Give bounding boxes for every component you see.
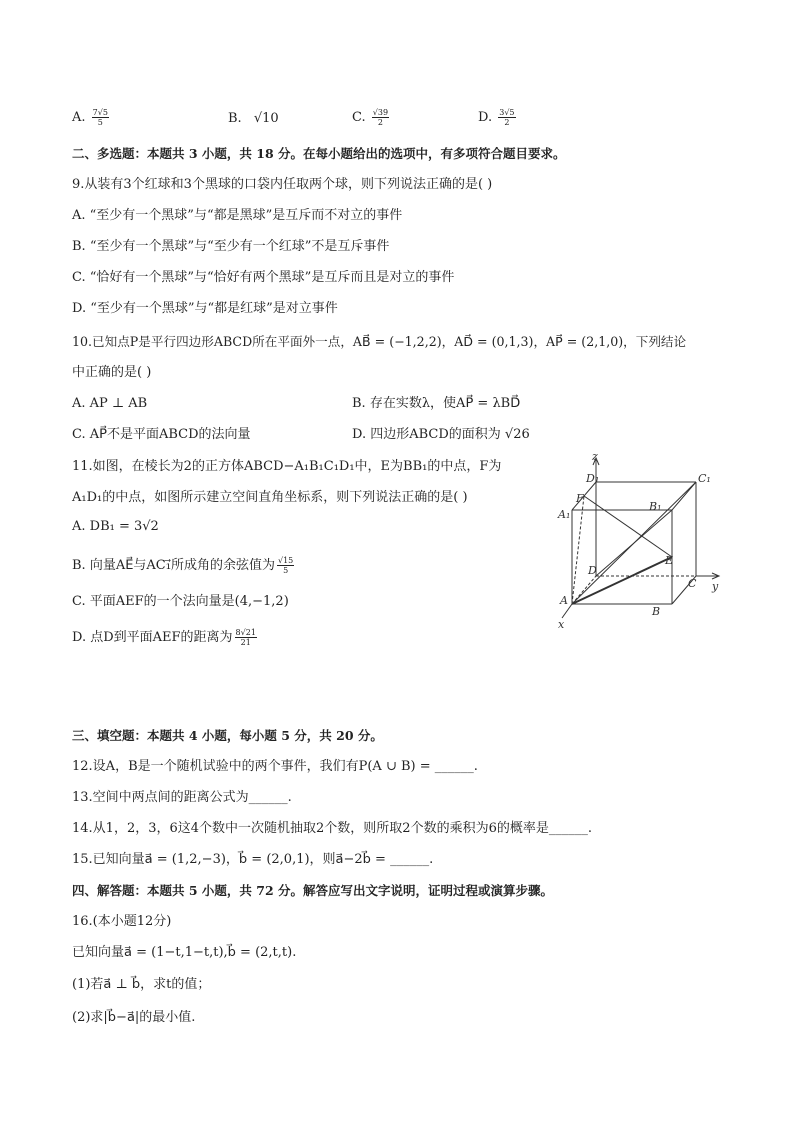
- section-3-header: 三、填空题：本题共 4 小题，每小题 5 分，共 20 分。: [72, 728, 383, 743]
- section-4-header: 四、解答题：本题共 5 小题，共 72 分。解答应写出文字说明，证明过程或演算步骤。: [72, 883, 554, 898]
- option-letter: C.: [352, 110, 366, 125]
- fraction: $\frac{8√21}{21}$: [235, 628, 256, 647]
- q11-stem-line2: A₁D₁的中点，如图所示建立空间直角坐标系，则下列说法正确的是( ): [72, 490, 468, 505]
- label-c: C: [688, 577, 697, 590]
- option-text: D. 点D到平面AEF的距离为: [72, 630, 233, 645]
- q9-option-b: B. “至少有一个黑球”与“至少有一个红球”不是互斥事件: [72, 239, 390, 254]
- q10-stem-line1: 10.已知点P是平行四边形ABCD所在平面外一点，AB⃗ = (−1,2,2)，AD⃗ = (0,1,3)，AP⃗ = (2,1,0)，下列结论: [72, 334, 687, 349]
- q9-option-c: C. “恰好有一个黑球”与“恰好有两个黑球”是互斥而且是对立的事件: [72, 270, 455, 285]
- label-a: A: [560, 594, 568, 607]
- label-c1: C₁: [698, 472, 711, 485]
- q11-option-d: [72, 628, 257, 647]
- fraction: $\frac{√15}{5}$: [277, 556, 294, 575]
- option-letter: D.: [478, 110, 493, 125]
- q14-text: 14.从1，2，3，6这4个数中一次随机抽取2个数，则所取2个数的乘积为6的概率是______.: [72, 821, 592, 836]
- q16-part1: (1)若a⃗ ⊥ b⃗，求t的值；: [72, 977, 211, 992]
- segment-ae: [572, 557, 672, 604]
- label-a1: A₁: [558, 508, 571, 521]
- q12-text: 12.设A，B是一个随机试验中的两个事件，我们有P(A ∪ B) = ______.: [72, 759, 478, 774]
- q15-text: 15.已知向量a⃗ = (1,2,−3)，b⃗ = (2,0,1)，则a⃗−2b⃗ = ______.: [72, 852, 434, 867]
- q10-option-d: D. 四边形ABCD的面积为 √26: [352, 427, 530, 442]
- q13-text: 13.空间中两点间的距离公式为______.: [72, 790, 292, 805]
- label-x: x: [558, 618, 565, 631]
- section-2-header: 二、多选题：本题共 3 小题，共 18 分。在每小题给出的选项中，有多项符合题目要求。: [72, 146, 566, 161]
- option-letter: B.: [228, 111, 242, 126]
- q11-stem-line1: 11.如图，在棱长为2的正方体ABCD−A₁B₁C₁D₁中，E为BB₁的中点，F为: [72, 459, 502, 474]
- q10-option-c: C. AP⃗不是平面ABCD的法向量: [72, 427, 251, 442]
- fraction: $\frac{3√5}{2}$: [499, 108, 515, 127]
- q9-option-d: D. “至少有一个黑球”与“都是红球”是对立事件: [72, 301, 338, 316]
- q10-option-a: A. AP ⊥ AB: [72, 396, 148, 411]
- option-letter: A.: [72, 110, 86, 125]
- label-d1: D₁: [586, 472, 600, 485]
- q8-option-d: [478, 108, 516, 127]
- segment-af: [572, 496, 584, 604]
- q8-option-a: [72, 108, 109, 127]
- option-value: √10: [253, 111, 279, 126]
- q11-option-b: [72, 556, 294, 575]
- fraction: $\frac{7√5}{5}$: [92, 108, 108, 127]
- label-b: B: [652, 605, 661, 618]
- option-text: B. 向量AE⃗与AC₁⃗所成角的余弦值为: [72, 558, 275, 573]
- q9-stem: 9.从装有3个红球和3个黑球的口袋内任取两个球，则下列说法正确的是( ): [72, 177, 493, 192]
- label-z: z: [592, 452, 598, 463]
- label-f: F: [576, 492, 584, 505]
- q16-given: 已知向量a⃗ = (1−t,1−t,t),b⃗ = (2,t,t).: [72, 945, 297, 960]
- q10-stem-line2: 中正确的是( ): [72, 365, 152, 380]
- label-y: y: [712, 580, 719, 593]
- label-b1: B₁: [649, 500, 662, 513]
- fraction: $\frac{√39}{2}$: [372, 108, 389, 127]
- q9-option-a: A. “至少有一个黑球”与“都是黑球”是互斥而不对立的事件: [72, 208, 403, 223]
- label-d: D: [588, 564, 597, 577]
- q11-option-c: C. 平面AEF的一个法向量是(4,−1,2): [72, 594, 289, 609]
- label-e: E: [665, 554, 674, 567]
- q16-title: 16.(本小题12分): [72, 914, 172, 929]
- q8-option-b: [228, 110, 279, 128]
- q10-option-b: B. 存在实数λ，使AP⃗ = λBD⃗: [352, 396, 521, 411]
- q11-option-a: A. DB₁ = 3√2: [72, 519, 159, 534]
- q16-part2: (2)求|b⃗−a⃗|的最小值.: [72, 1010, 196, 1025]
- q8-option-c: [352, 108, 389, 127]
- cube-figure: [548, 452, 728, 632]
